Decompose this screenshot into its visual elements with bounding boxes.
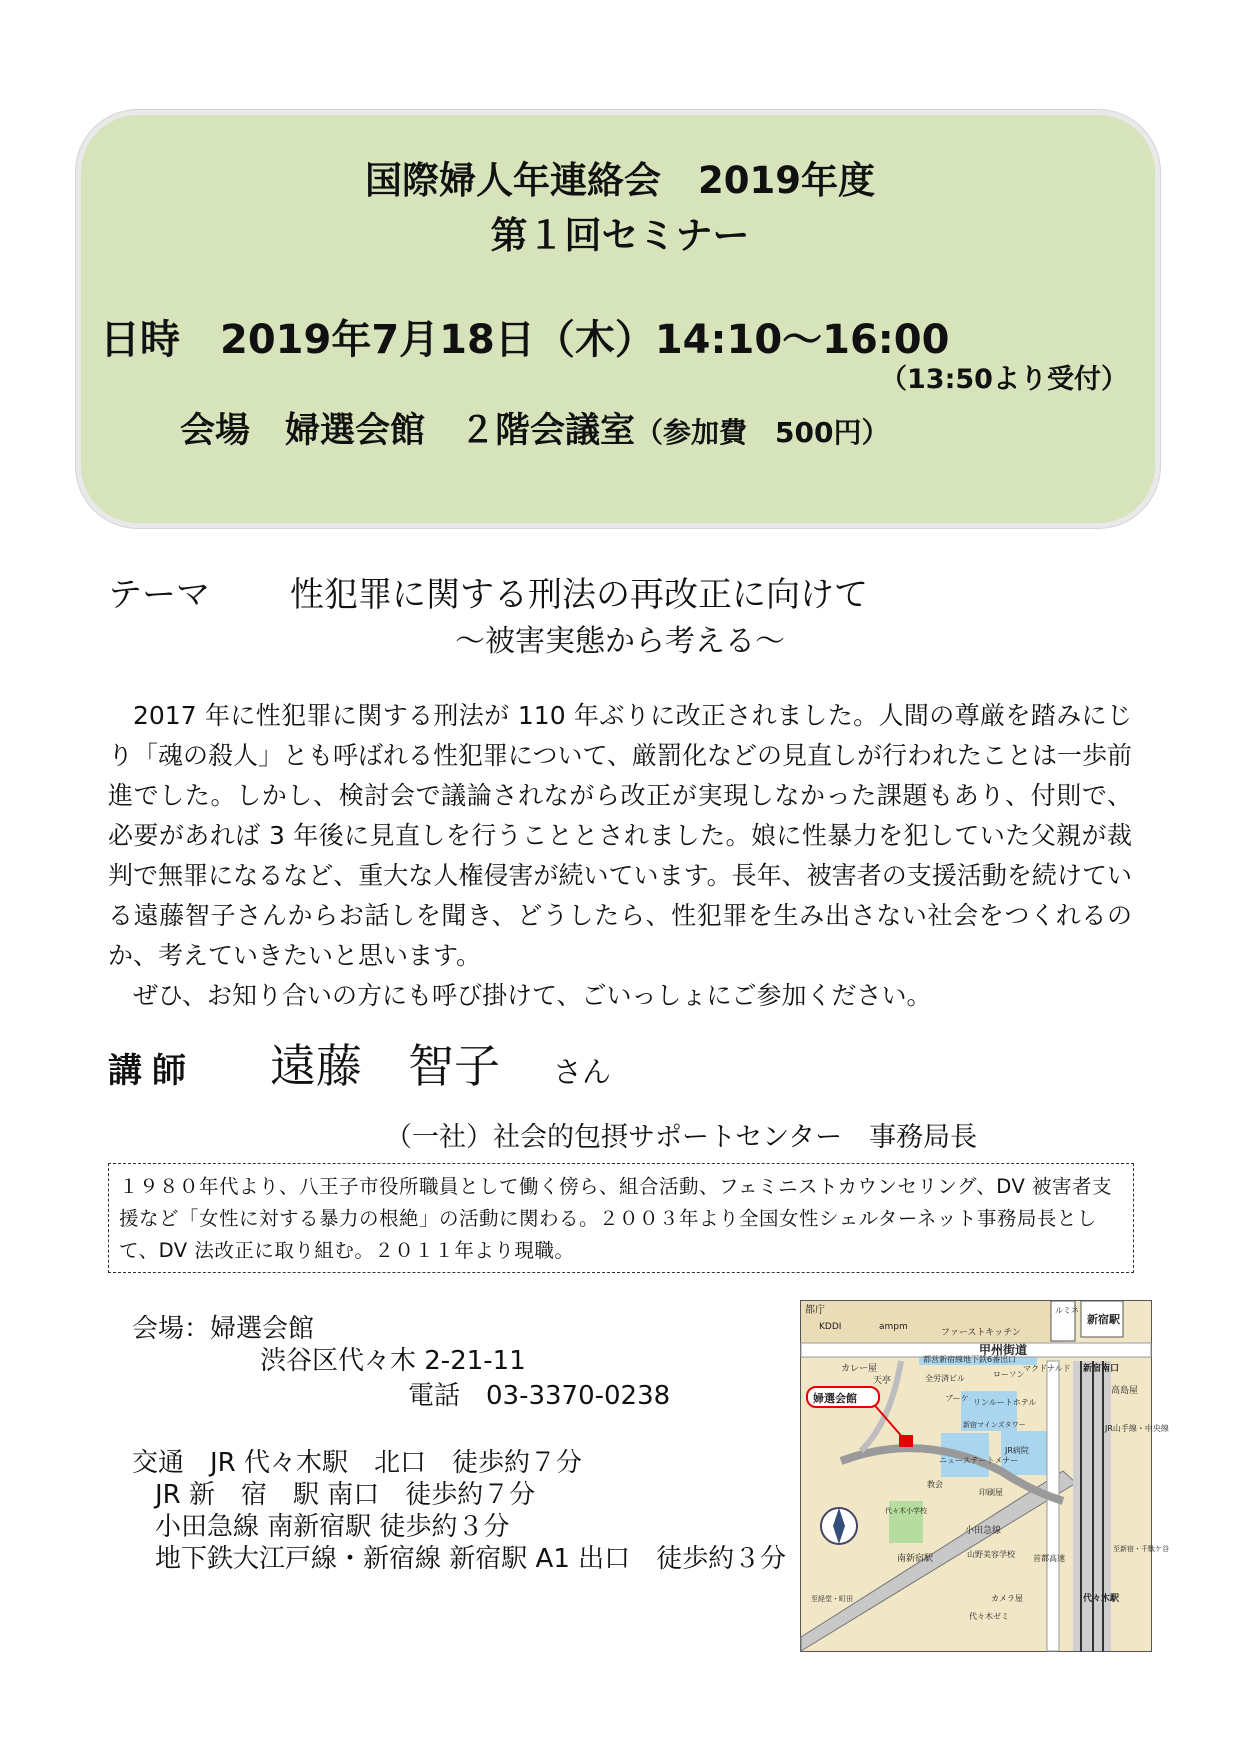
map-label: 高島屋 xyxy=(1111,1386,1139,1396)
map-label: カレー屋 xyxy=(841,1364,878,1374)
seminar-organizer-title: 国際婦人年連絡会 2019年度 xyxy=(365,159,875,202)
map-label: 教会 xyxy=(927,1480,943,1489)
access-line: 小田急線 南新宿駅 徒歩約３分 xyxy=(155,1512,510,1542)
map-label: 山野美容学校 xyxy=(967,1550,1015,1559)
map-label: 首都高速 xyxy=(1033,1554,1065,1563)
map-label: 至経堂・町田 xyxy=(811,1595,853,1603)
lecturer-honorific: さん xyxy=(553,1055,612,1089)
venue-map xyxy=(800,1300,1169,1652)
lecturer-name: 遠藤 智子 xyxy=(270,1039,500,1093)
description xyxy=(108,696,1132,1016)
map-label: 小田急線 xyxy=(965,1526,1002,1536)
map-label: 至新宿・千駄ケ谷 xyxy=(1113,1545,1169,1553)
map-label: 南新宿駅 xyxy=(897,1554,934,1564)
map-label: ルミネ xyxy=(1055,1306,1079,1315)
access-line: JR 新 宿 駅 南口 徒歩約７分 xyxy=(155,1480,536,1510)
map-label: 代々木ゼミ xyxy=(969,1612,1009,1621)
map-label: ローソン xyxy=(993,1370,1025,1379)
access-line: 交通 JR 代々木駅 北口 徒歩約７分 xyxy=(132,1448,582,1478)
reception-time: （13:50より受付） xyxy=(880,364,1128,395)
seminar-title: 第１回セミナー xyxy=(490,214,750,257)
access-line: 地下鉄大江戸線・新宿線 新宿駅 A1 出口 徒歩約３分 xyxy=(155,1544,787,1574)
map-label-station: 代々木駅 xyxy=(1083,1594,1120,1604)
event-date: 日時 2019年7月18日（木）14:10～16:00 xyxy=(100,317,950,363)
map-label: 天亭 xyxy=(873,1376,892,1386)
map-label: ファーストキッチン xyxy=(941,1328,1021,1338)
venue-phone: 電話 03-3370-0238 xyxy=(408,1381,671,1411)
map-label: ampm xyxy=(879,1322,908,1332)
lecturer-organization: （一社）社会的包摂サポートセンター 事務局長 xyxy=(385,1122,978,1153)
map-label: 全労済ビル xyxy=(925,1374,965,1383)
map-label: JR山手線・中央線 xyxy=(1105,1424,1169,1433)
venue-label: 会場：婦選会館 xyxy=(132,1314,315,1344)
description-paragraph: 2017 年に性犯罪に関する刑法が 110 年ぶりに改正されました。人間の尊厳を踏みにじり「魂の殺人」とも呼ばれる性犯罪について、厳罰化などの見直しが行われたことは一歩前進でした。しかし、検討会で議論されながら改正が実現しなかった課題もあり、付則で、必要があれば 3 年後に見直しを行うこととされました。娘に性暴力を犯していた父親が裁判で無罪になるなど、重大な人権侵害が続いています。長年、被害者の支援活動を続けている遠藤智子さんからお話しを聞き、どうしたら、性犯罪を生み出さない社会をつくれるのか、考えていきたいと思います。 xyxy=(108,701,1133,970)
map-label-station: 新宿駅 xyxy=(1087,1313,1120,1326)
venue-room: 会場 婦選会館 ２階会議室 xyxy=(180,411,636,451)
description-paragraph: ぜひ、お知り合いの方にも呼び掛けて、ごいっしょにご参加ください。 xyxy=(133,981,932,1010)
map-label: 新宿南口 xyxy=(1083,1364,1120,1374)
map-label: 代々木小学校 xyxy=(885,1507,927,1515)
map-label: JR病院 xyxy=(1005,1446,1029,1455)
theme-title: 性犯罪に関する刑法の再改正に向けて xyxy=(290,575,868,615)
map-label: 都営新宿線地下鉄6番出口 xyxy=(923,1355,1017,1364)
participation-fee: （参加費 500円） xyxy=(635,416,890,449)
map-label: ニューステートメナー xyxy=(939,1456,1019,1465)
map-label-venue: 婦選会館 xyxy=(813,1392,857,1405)
lecturer-label: 講師 xyxy=(108,1051,196,1091)
event-venue xyxy=(180,403,889,453)
map-label: マクドナルド xyxy=(1023,1364,1071,1373)
map-label-street: 甲州街道 xyxy=(979,1343,1028,1357)
venue-address: 渋谷区代々木 2-21-11 xyxy=(260,1346,526,1376)
map-label: リンルートホテル xyxy=(973,1398,1037,1407)
map-label: ブーケ xyxy=(945,1394,969,1403)
map-road-vertical xyxy=(1047,1361,1059,1651)
theme-subtitle: ～被害実態から考える～ xyxy=(455,624,785,659)
map-label: 新宿マインズタワー xyxy=(963,1421,1026,1429)
venue-marker-icon xyxy=(899,1435,913,1447)
lecturer-bio: １９８０年代より、八王子市役所職員として働く傍ら、組合活動、フェミニストカウンセリング、DV 被害者支援など「女性に対する暴力の根絶」の活動に関わる。２００３年より全国女性シェルターネット事務局長として、DV 法改正に取り組む。２０１１年より現職。 xyxy=(108,1163,1134,1273)
map-label: KDDI xyxy=(819,1322,842,1332)
map-drawing xyxy=(801,1301,1169,1651)
map-label: 印刷屋 xyxy=(979,1488,1003,1497)
map-label: カメラ屋 xyxy=(991,1594,1023,1603)
map-label: 都庁 xyxy=(805,1305,825,1316)
theme-label: テーマ xyxy=(108,575,210,615)
